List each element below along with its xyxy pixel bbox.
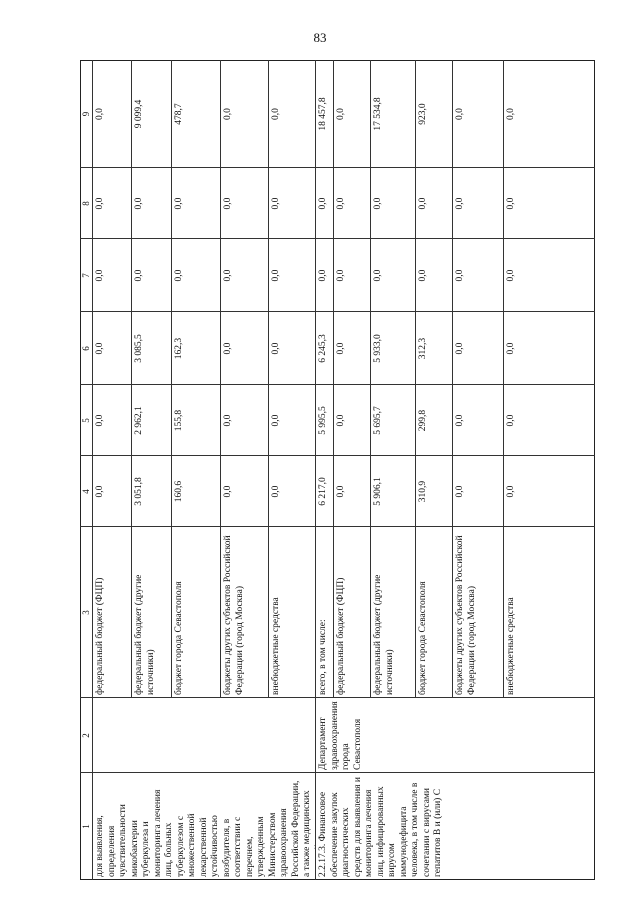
value-cell-7: 0,0 [134,269,144,282]
item-description-cell: для выявления, определения чувствительности микобактерии туберкулеза и мониторинга лечения лиц, больных туберкулезом с множественной лекарственной устойчивостью возбудителя, в соответствии с перечнем, утвержденным Министерством здравоохранения Российской Федерации, а также медицинских [92,773,315,880]
value-cell-6: 5 933,0 [373,334,383,363]
value-cell-7: 0,0 [318,269,328,282]
value-cell-5: 0,0 [336,414,346,427]
value-cell-4: 3 051,8 [134,477,144,506]
value-cell-6: 6 245,3 [318,334,328,363]
funding-source-cell: бюджеты других субъектов Российской Федерации (город Москва) [223,535,245,695]
header-cell-7: 7 [81,273,91,278]
value-cell-6: 0,0 [95,342,105,355]
header-cell-5: 5 [81,418,91,423]
value-cell-8: 0,0 [271,197,281,210]
funding-source-cell: федеральный бюджет (ФЦП) [95,577,105,695]
column-divider [80,238,595,239]
value-cell-7: 0,0 [455,269,465,282]
value-cell-9: 923,0 [418,103,428,125]
value-cell-5: 2 962,1 [134,406,144,435]
page-number: 83 [313,30,327,45]
funding-source-cell: федеральный бюджет (ФЦП) [336,577,346,695]
column-divider [80,772,595,773]
responsible-cell [92,698,315,773]
column-divider [80,697,595,698]
value-cell-8: 0,0 [174,197,184,210]
table-row [452,60,504,698]
value-cell-7: 0,0 [95,269,105,282]
table-row [415,60,453,698]
value-cell-7: 0,0 [271,269,281,282]
value-cell-9: 18 457,8 [318,97,328,131]
value-cell-4: 6 217,0 [318,477,328,506]
value-cell-9: 478,7 [174,103,184,125]
value-cell-6: 0,0 [506,342,516,355]
value-cell-9: 0,0 [455,108,465,120]
header-cell-3: 3 [81,610,91,615]
table-row [131,60,172,698]
value-cell-6: 162,3 [174,337,184,360]
value-cell-7: 0,0 [373,269,383,282]
value-cell-4: 160,6 [174,480,184,503]
value-cell-4: 0,0 [455,485,465,498]
table-row [268,60,316,698]
table-row [333,60,371,698]
value-cell-4: 0,0 [506,485,516,498]
value-cell-8: 0,0 [506,197,516,210]
value-cell-4: 310,9 [418,480,428,503]
value-cell-9: 9 099,4 [134,99,144,129]
header-cell-9: 9 [81,111,91,117]
value-cell-6: 0,0 [455,342,465,355]
value-cell-4: 0,0 [95,485,105,498]
value-cell-9: 0,0 [336,108,346,120]
value-cell-7: 0,0 [223,269,233,282]
value-cell-6: 312,3 [418,337,428,360]
value-cell-6: 3 085,5 [134,334,144,363]
value-cell-9: 0,0 [271,108,281,120]
funding-source-cell: бюджет города Севастополя [418,581,428,695]
value-cell-8: 0,0 [223,197,233,210]
value-cell-9: 0,0 [95,108,105,120]
value-cell-7: 0,0 [506,269,516,282]
value-cell-5: 5 695,7 [373,406,383,435]
column-divider [80,455,595,456]
funding-source-cell: внебюджетные средства [506,597,516,695]
header-cell-6: 6 [81,346,91,351]
value-cell-5: 0,0 [95,414,105,427]
column-divider [80,311,595,312]
funding-source-cell: федеральный бюджет (другие источники) [134,574,156,695]
table-row [503,60,596,698]
value-cell-5: 0,0 [271,414,281,427]
value-cell-9: 0,0 [506,108,516,120]
value-cell-4: 0,0 [336,485,346,498]
value-cell-8: 0,0 [455,197,465,210]
funding-source-cell: внебюджетные средства [271,597,281,695]
value-cell-6: 0,0 [223,342,233,355]
column-divider [80,526,595,527]
column-divider [80,167,595,168]
rotated-table [80,60,595,880]
table-row [370,60,416,698]
item-description-cell: 2.2.17.3. Финансовое обеспечение закупок диагностических средств для выявления и мониторинга лечения лиц, инфицированных вирусом иммунодефицита человека, в том числе в сочетании с вирусами гепатитов B и (или) C [315,773,595,880]
value-cell-5: 299,8 [418,409,428,432]
value-cell-9: 17 534,8 [373,97,383,131]
value-cell-8: 0,0 [418,197,428,210]
value-cell-5: 0,0 [455,414,465,427]
value-cell-6: 0,0 [271,342,281,355]
table-row [315,60,334,698]
funding-source-cell: бюджеты других субъектов Российской Федерации (город Москва) [455,535,477,695]
value-cell-4: 5 906,1 [373,477,383,506]
table-row [220,60,269,698]
value-cell-8: 0,0 [373,197,383,210]
value-cell-4: 0,0 [271,485,281,498]
funding-source-cell: всего, в том числе: [318,619,328,695]
table-row [171,60,221,698]
value-cell-8: 0,0 [318,197,328,210]
table-header-row [80,60,92,880]
value-cell-7: 0,0 [174,269,184,282]
value-cell-5: 5 995,5 [318,406,328,435]
header-cell-2: 2 [81,733,91,738]
value-cell-5: 0,0 [506,414,516,427]
value-cell-8: 0,0 [134,197,144,210]
column-divider [80,384,595,385]
value-cell-7: 0,0 [418,269,428,282]
value-cell-9: 0,0 [223,108,233,120]
header-cell-8: 8 [81,201,91,206]
value-cell-5: 155,8 [174,409,184,432]
responsible-cell: Департамент здравоохранения города Севастополя [315,698,595,773]
value-cell-4: 0,0 [223,485,233,498]
header-cell-4: 4 [81,489,91,494]
value-cell-8: 0,0 [95,197,105,210]
funding-source-cell: федеральный бюджет (другие источники) [373,574,395,695]
value-cell-6: 0,0 [336,342,346,355]
value-cell-8: 0,0 [336,197,346,210]
table-row [92,60,132,698]
funding-source-cell: бюджет города Севастополя [174,581,184,695]
value-cell-5: 0,0 [223,414,233,427]
header-cell-1: 1 [81,824,91,829]
budget-table [80,60,595,880]
value-cell-7: 0,0 [336,269,346,282]
